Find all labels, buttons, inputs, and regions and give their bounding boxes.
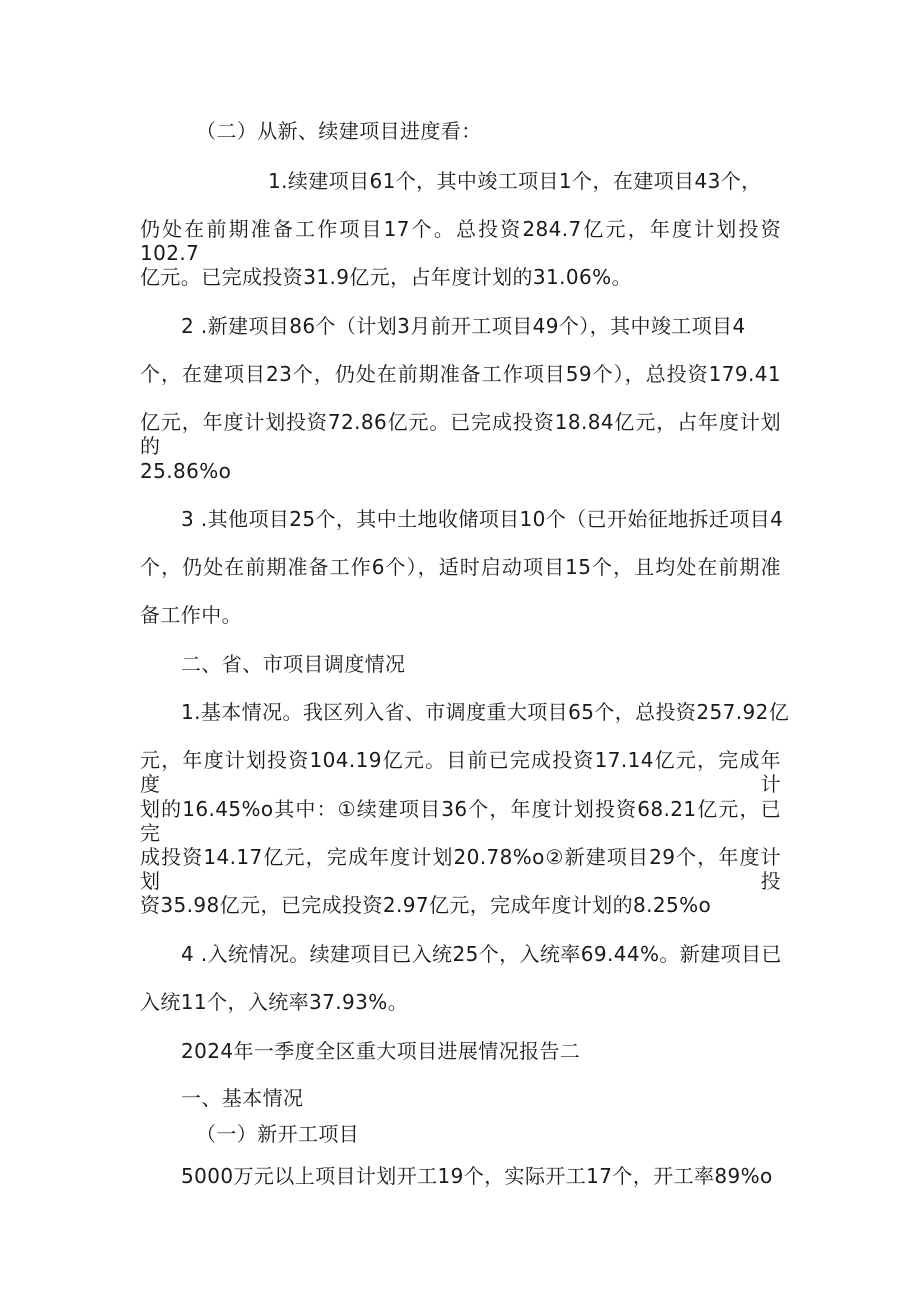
paragraph-line: 2 .新建项目86个（计划3月前开工项目49个），其中竣工项目4: [181, 314, 746, 338]
paragraph-line: 亿元，年度计划投资72.86亿元。已完成投资18.84亿元，占年度计划的: [140, 410, 781, 458]
paragraph-line: 4 .入统情况。续建项目已入统25个，入统率69.44%。新建项目已: [181, 942, 782, 966]
report-title: 2024年一季度全区重大项目进展情况报告二: [181, 1039, 581, 1063]
section-heading-basic: 一、基本情况: [181, 1086, 304, 1110]
paragraph-line: 元，年度计划投资104.19亿元。目前已完成投资17.14亿元，完成年度计: [140, 748, 781, 796]
paragraph-line: 亿元。已完成投资31.9亿元，占年度计划的31.06%。: [140, 265, 632, 289]
paragraph-line: 个，在建项目23个，仍处在前期准备工作项目59个），总投资179.41: [140, 362, 781, 386]
paragraph-line: 1.基本情况。我区列入省、市调度重大项目65个，总投资257.92亿: [181, 700, 790, 724]
paragraph-line: 仍处在前期准备工作项目17个。总投资284.7亿元，年度计划投资102.7: [140, 217, 781, 265]
paragraph-line: 备工作中。: [140, 603, 242, 627]
paragraph-line: 入统11个，入统率37.93%。: [140, 990, 409, 1014]
paragraph-line: 1.续建项目61个，其中竣工项目1个，在建项目43个，: [268, 169, 762, 193]
paragraph-line: 5000万元以上项目计划开工19个，实际开工17个，开工率89%o: [181, 1164, 773, 1188]
paragraph-line: 3 .其他项目25个，其中土地收储项目10个（已开始征地拆迁项目4: [181, 507, 784, 531]
paragraph-line: 25.86%o: [140, 459, 232, 483]
paragraph-line: 资35.98亿元，已完成投资2.97亿元，完成年度计划的8.25%o: [140, 893, 712, 917]
section-heading-progress: （二）从新、续建项目进度看：: [196, 119, 482, 143]
paragraph-line: 个，仍处在前期准备工作6个），适时启动项目15个，且均处在前期准: [140, 555, 781, 579]
paragraph-line: 划的16.45%o其中：①续建项目36个，年度计划投资68.21亿元，已完: [140, 797, 781, 845]
paragraph-line: 成投资14.17亿元，完成年度计划20.78%o②新建项目29个，年度计划投: [140, 845, 781, 893]
section-heading-province-city: 二、省、市项目调度情况: [181, 652, 406, 676]
subsection-heading-new-projects: （一）新开工项目: [196, 1122, 360, 1146]
